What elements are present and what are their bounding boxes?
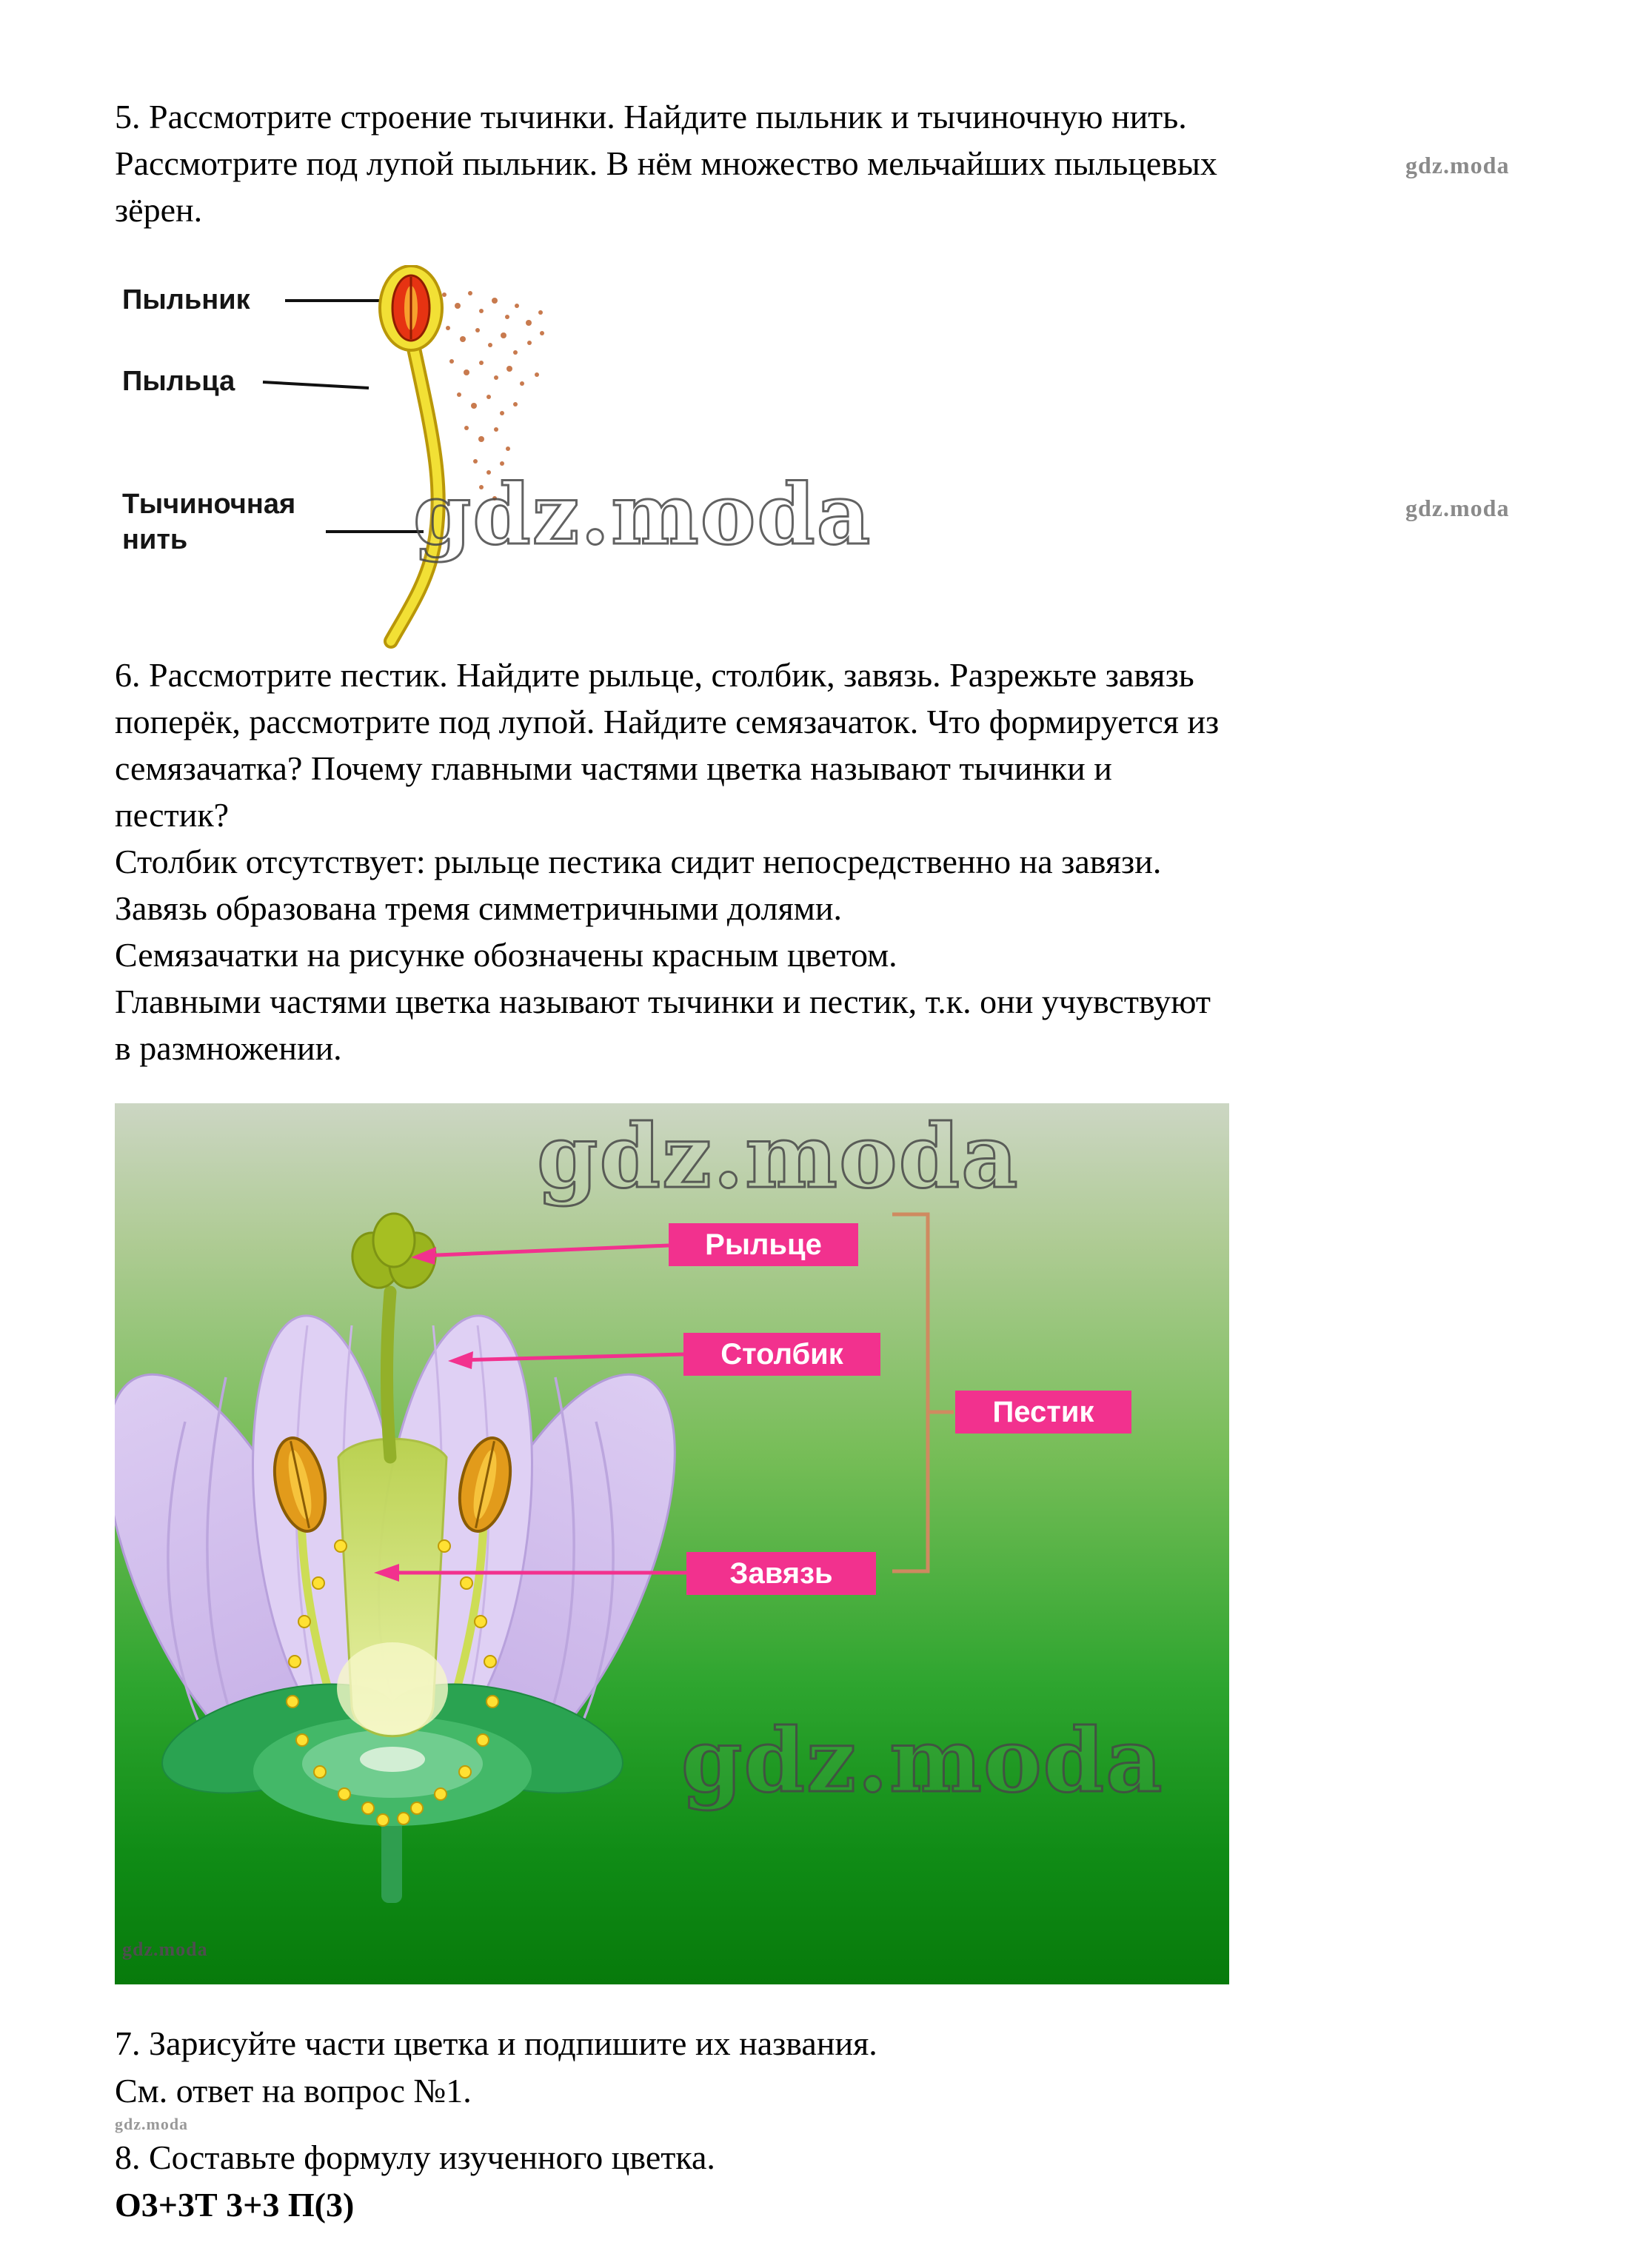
stigma-label: Рыльце <box>669 1223 858 1266</box>
task8-text: 8. Составьте формулу изученного цветка. <box>115 2138 715 2176</box>
stamen-illustration <box>96 265 689 654</box>
flower-cross-section <box>115 1214 724 1903</box>
style-label: Столбик <box>683 1333 880 1376</box>
stamen-figure <box>96 265 689 654</box>
watermark-small-2: gdz.moda <box>1405 495 1510 521</box>
anther <box>380 266 442 350</box>
task8-formula: О3+3Т 3+3 П(3) <box>115 2186 355 2224</box>
pistil-bracket <box>892 1214 954 1571</box>
task5-paragraph <box>115 93 1559 233</box>
watermark-small-figure: gdz.moda <box>122 1938 208 1960</box>
pollen-label: Пыльца <box>122 366 235 397</box>
watermark-large-stamen: gdz.moda <box>413 466 872 563</box>
pistil-label: Пестик <box>955 1391 1131 1434</box>
task6-question-line: поперёк, рассмотрите под лупой. Найдите семязачаток. Что формируется из <box>115 703 1220 740</box>
task6-answer-line: Столбик отсутствует: рыльце пестика сидит непосредственно на завязи. <box>115 843 1162 880</box>
task5-line: Рассмотрите под лупой пыльник. В нём множество мельчайших пыльцевых <box>115 144 1217 182</box>
task6-question-line: пестик? <box>115 796 230 834</box>
watermark-small-3: gdz.moda <box>115 2115 189 2133</box>
task5-line: зёрен. <box>115 191 203 229</box>
task6-answer-line: Семязачатки на рисунке обозначены красным цветом. <box>115 936 897 974</box>
task6-question-line: семязачатка? Почему главными частями цветка называют тычинки и <box>115 749 1112 787</box>
task7-answer: См. ответ на вопрос №1. <box>115 2072 472 2110</box>
anther-label: Пыльник <box>122 284 250 315</box>
task6-answer-line: Главными частями цветка называют тычинки и пестик, т.к. они учувствуют <box>115 983 1211 1020</box>
filament-label: Тычиночная нить <box>122 489 296 555</box>
ovary-label: Завязь <box>686 1552 876 1595</box>
watermark-large-top: gdz.moda <box>537 1105 1020 1208</box>
pistil-figure <box>115 1103 1229 1984</box>
task6-answer-line: Завязь образована тремя симметричными долями. <box>115 889 842 927</box>
watermark-small-1: gdz.moda <box>1405 152 1510 178</box>
task6-question-line: 6. Рассмотрите пестик. Найдите рыльце, столбик, завязь. Разрежьте завязь <box>115 656 1194 694</box>
task6-block <box>115 652 1559 1071</box>
task5-line: 5. Рассмотрите строение тычинки. Найдите пыльник и тычиночную нить. <box>115 98 1187 136</box>
watermark-large-bottom: gdz.moda <box>681 1709 1164 1812</box>
task6-answer-line: в размножении. <box>115 1029 342 1067</box>
task7-text: 7. Зарисуйте части цветка и подпишите их названия. <box>115 2024 877 2062</box>
